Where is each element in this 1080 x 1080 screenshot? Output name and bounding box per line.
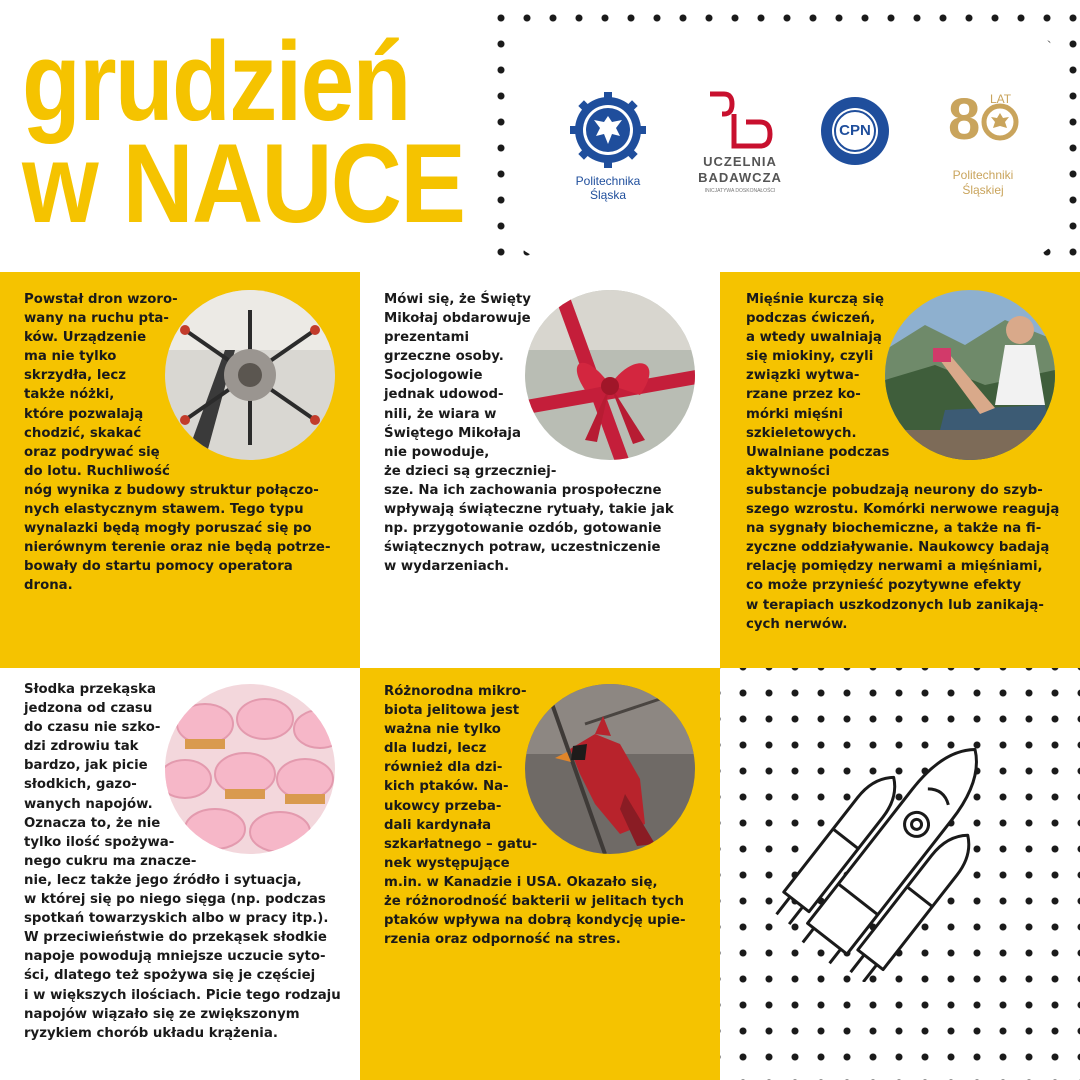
uczelnia-small: INICJATYWA DOSKONAŁOŚCI — [704, 188, 776, 194]
text-line: Mikołaj obdarowuje — [384, 311, 531, 327]
text-line: Świętego Mikołaja — [384, 425, 521, 441]
text-line: biota jelitowa jest — [384, 703, 520, 719]
text-line: wynalazki będą mogły poruszać się po — [24, 521, 312, 537]
text-line: Uwalniane podczas — [746, 444, 890, 460]
text-line: nych elastycznym stawem. Tego typu — [24, 502, 304, 518]
text-line: wpływają świąteczne rytuały, takie jak — [384, 502, 674, 518]
text-line: także nóżki, — [24, 387, 115, 403]
text-line: chodzić, skakać — [24, 425, 142, 441]
text-line: na sygnały biochemiczne, a także na fi- — [746, 521, 1042, 537]
text-line: jednak udowod- — [384, 387, 504, 403]
text-line: się miokiny, czyli — [746, 349, 874, 365]
text-line: co może przynieść pozytywne efekty — [746, 578, 1022, 594]
text-line: prezentami — [384, 330, 470, 346]
text-line: że dzieci są grzeczniej- — [384, 463, 557, 479]
article-card-przekaska — [0, 668, 360, 1080]
text-line: drona. — [24, 578, 73, 594]
article-card-mikrobiota — [360, 668, 720, 1080]
polsl-logo-line1: Politechnika — [575, 174, 641, 188]
article-text-przekaska — [24, 680, 341, 1043]
anniversary-lat: LAT — [990, 92, 1012, 106]
text-line: sze. Na ich zachowania prospołeczne — [384, 482, 662, 498]
text-line: Socjologowie — [384, 368, 483, 384]
text-line: dali kardynała — [384, 817, 492, 833]
text-line: np. przygotowanie ozdób, gotowanie — [384, 521, 662, 537]
text-line: nóg wynika z budowy struktur połączo- — [24, 482, 319, 498]
text-line: W przeciwieństwie do przekąsek słodkie — [24, 930, 327, 946]
text-line: Mówi się, że Święty — [384, 292, 531, 307]
text-line: relację pomiędzy nerwami a mięśniami, — [746, 559, 1043, 575]
text-line: w wydarzeniach. — [384, 559, 510, 575]
text-line: ryzykiem chorób układu krążenia. — [24, 1025, 278, 1041]
text-line: i w większych ilościach. Picie tego rodzaju — [24, 987, 341, 1003]
text-line: szego wzrostu. Komórki nerwowe reagują — [746, 502, 1060, 518]
text-line: w terapiach uszkodzonych lub zanikają- — [746, 597, 1044, 613]
text-line: spotkań towarzyskich albo w pracy itp.). — [24, 911, 329, 927]
polsl-logo-line2: Śląska — [589, 188, 627, 202]
text-line: skrzydła, lecz — [24, 368, 127, 384]
rocket-icon — [770, 722, 1020, 982]
text-line: ukowcy przeba- — [384, 798, 502, 814]
uczelnia-mark-icon — [690, 90, 790, 152]
text-line: do czasu nie szko- — [24, 720, 161, 736]
text-line: że różnorodność bakterii w jelitach tych — [384, 894, 684, 910]
anniversary-line1: Politechniki — [952, 168, 1014, 182]
article-card-dron — [0, 272, 360, 668]
text-line: wanych napojów. — [24, 796, 153, 812]
text-line: napoje powodują mniejsze uczucie syto- — [24, 949, 326, 965]
text-line: zyczne oddziaływanie. Naukowcy badają — [746, 540, 1050, 556]
text-line: nie, lecz także jego źródło i sytuacja, — [24, 872, 302, 888]
uczelnia-badawcza-logo — [690, 90, 790, 202]
text-line: a wtedy uwalniają — [746, 330, 882, 346]
text-line: grzeczne osoby. — [384, 349, 504, 365]
anniversary-line2: Śląskiej — [962, 183, 1004, 197]
text-line: dla ludzi, lecz — [384, 741, 487, 757]
text-line: ści, dlatego też spożywa się je częściej — [24, 968, 316, 984]
article-text-mikolaj — [384, 290, 674, 576]
text-line: dzi zdrowiu tak — [24, 739, 139, 755]
text-line: słodkich, gazo- — [24, 777, 137, 793]
text-line: substancje pobudzają neurony do szyb- — [746, 482, 1043, 498]
text-line: ważna nie tylko — [384, 722, 501, 738]
text-line: nek występujące — [384, 855, 510, 871]
text-line: tylko ilość spożywa- — [24, 834, 175, 850]
anniversary-zero-icon — [980, 102, 1020, 142]
text-line: oraz podrywać się — [24, 444, 160, 460]
article-text-mikrobiota — [384, 682, 686, 949]
polsl-emblem-icon — [566, 92, 650, 168]
text-line: nie powoduje, — [384, 444, 490, 460]
text-line: bowały do startu pomocy operatora — [24, 559, 293, 575]
text-line: podczas ćwiczeń, — [746, 311, 876, 327]
anniversary-logo — [938, 88, 1028, 200]
text-line: ptaków wpływa na dobrą kondycję upie- — [384, 913, 686, 929]
uczelnia-line2: BADAWCZA — [698, 170, 782, 185]
article-text-miesnie — [746, 290, 1059, 634]
text-line: nego cukru ma znacze- — [24, 853, 197, 869]
article-card-mikolaj — [360, 272, 720, 668]
text-line: Mięśnie kurczą się — [746, 292, 884, 307]
text-line: do lotu. Ruchliwość — [24, 463, 170, 479]
text-line: bardzo, jak picie — [24, 758, 148, 774]
text-line: Oznacza to, że nie — [24, 815, 161, 831]
polsl-logo — [566, 92, 650, 202]
title-line-1: grudzień — [22, 19, 410, 144]
text-line: nierównym terenie oraz nie będą potrze- — [24, 540, 331, 556]
uczelnia-line1: UCZELNIA — [703, 154, 777, 169]
text-line: ków. Urządzenie — [24, 330, 147, 346]
cpn-label: CPN — [839, 122, 871, 139]
text-line: rzenia oraz odporność na stres. — [384, 932, 621, 948]
text-line: napojów wiązało się ze zwiększonym — [24, 1006, 300, 1022]
text-line: związki wytwa- — [746, 368, 860, 384]
text-line: wany na ruchu pta- — [24, 311, 169, 327]
cpn-logo — [818, 94, 892, 168]
text-line: rzane przez ko- — [746, 387, 861, 403]
text-line: mórki mięśni — [746, 406, 843, 422]
text-line: aktywności — [746, 463, 831, 479]
text-line: kich ptaków. Na- — [384, 779, 509, 795]
text-line: świątecznych potraw, uczestniczenie — [384, 540, 661, 556]
text-line: cych nerwów. — [746, 616, 848, 632]
title-line-2: w NAUCE — [22, 121, 465, 246]
text-line: szkarłatnego – gatu- — [384, 836, 538, 852]
text-line: jedzona od czasu — [24, 701, 153, 717]
text-line: Powstał dron wzoro- — [24, 292, 178, 307]
text-line: szkieletowych. — [746, 425, 857, 441]
text-line: które pozwalają — [24, 406, 144, 422]
text-line: w której się po niego sięga (np. podczas — [24, 892, 326, 908]
article-card-miesnie — [720, 272, 1080, 668]
text-line: m.in. w Kanadzie i USA. Okazało się, — [384, 874, 658, 890]
text-line: również dla dzi- — [384, 760, 503, 776]
text-line: Różnorodna mikro- — [384, 684, 527, 699]
article-text-dron — [24, 290, 330, 596]
text-line: ma nie tylko — [24, 349, 117, 365]
anniversary-digit: 8 — [948, 87, 981, 152]
text-line: nili, że wiara w — [384, 406, 497, 422]
text-line: Słodka przekąska — [24, 682, 156, 697]
